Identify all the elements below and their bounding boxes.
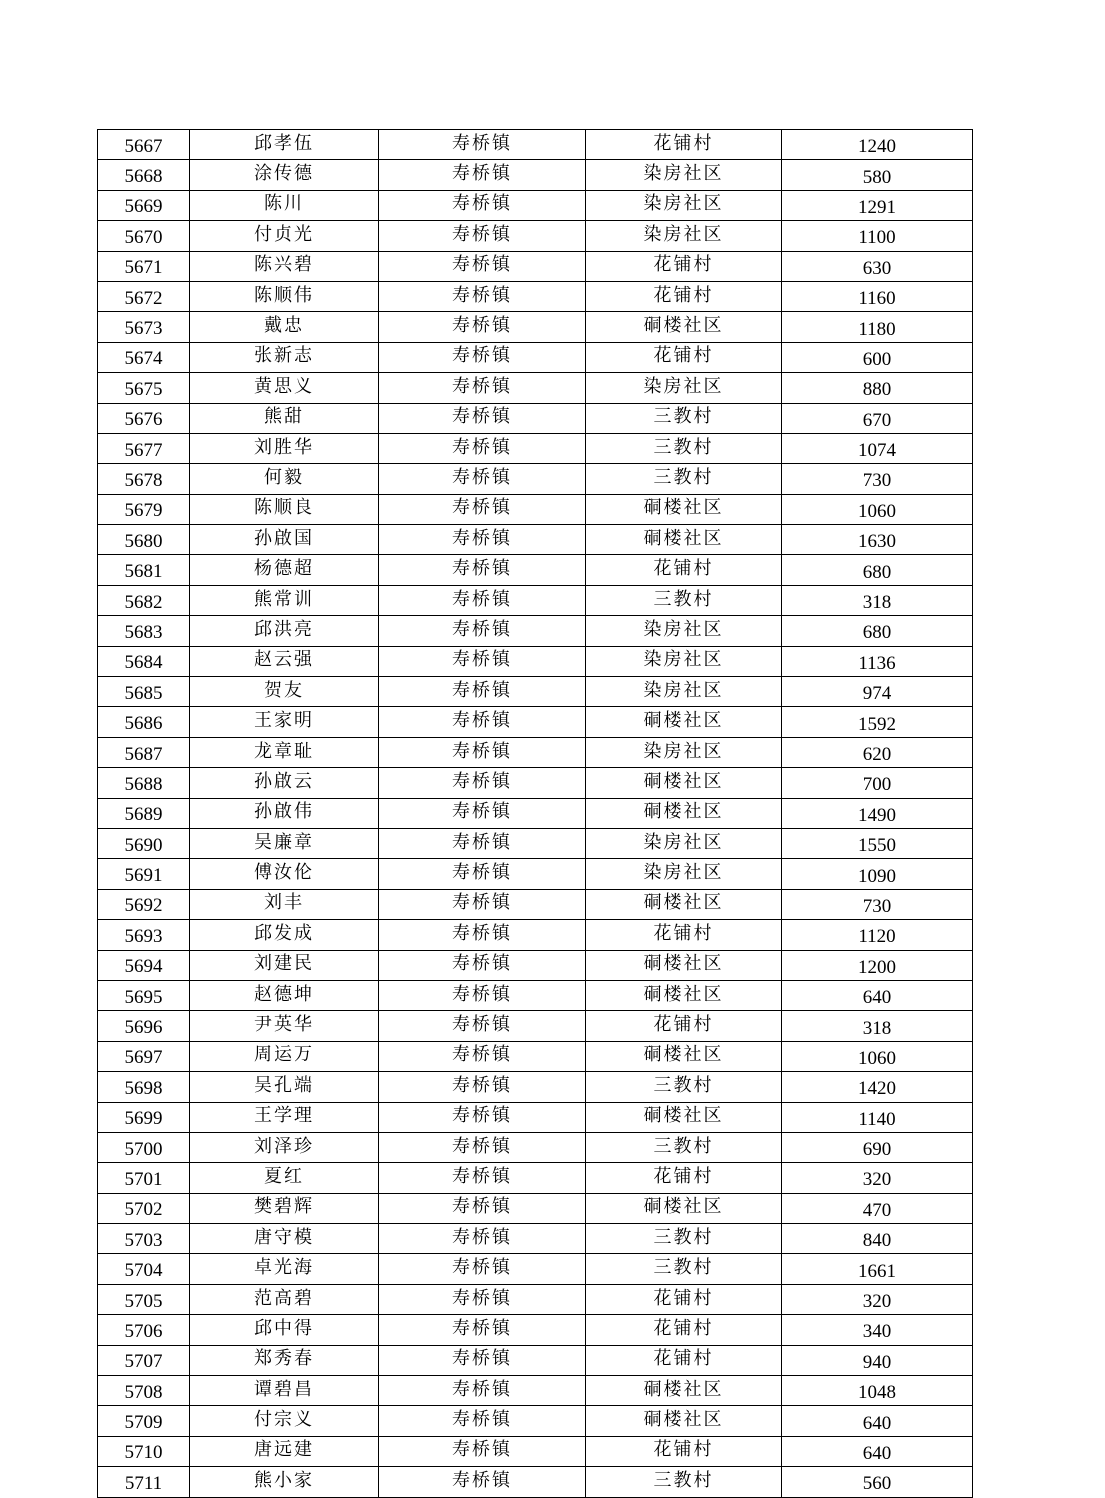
table-row <box>98 221 973 251</box>
cell-town: 寿桥镇 <box>379 889 586 919</box>
cell-serial-number: 5670 <box>98 221 190 251</box>
cell-name: 周运万 <box>190 1041 379 1071</box>
cell-amount: 1120 <box>782 920 973 950</box>
cell-name: 邱孝伍 <box>190 130 379 160</box>
cell-name: 樊碧辉 <box>190 1193 379 1223</box>
cell-amount: 620 <box>782 737 973 767</box>
cell-name: 谭碧昌 <box>190 1376 379 1406</box>
cell-town: 寿桥镇 <box>379 646 586 676</box>
cell-town: 寿桥镇 <box>379 768 586 798</box>
cell-town: 寿桥镇 <box>379 1193 586 1223</box>
cell-town: 寿桥镇 <box>379 1254 586 1284</box>
cell-name: 吴廉章 <box>190 828 379 858</box>
cell-village: 三教村 <box>586 1224 782 1254</box>
cell-town: 寿桥镇 <box>379 1011 586 1041</box>
cell-name: 尹英华 <box>190 1011 379 1041</box>
cell-name: 王家明 <box>190 707 379 737</box>
cell-serial-number: 5705 <box>98 1284 190 1314</box>
cell-amount: 1048 <box>782 1376 973 1406</box>
cell-village: 硐楼社区 <box>586 707 782 737</box>
cell-amount: 580 <box>782 160 973 190</box>
cell-village: 三教村 <box>586 403 782 433</box>
cell-amount: 940 <box>782 1345 973 1375</box>
cell-serial-number: 5681 <box>98 555 190 585</box>
cell-town: 寿桥镇 <box>379 1345 586 1375</box>
cell-amount: 640 <box>782 1436 973 1466</box>
cell-name: 赵云强 <box>190 646 379 676</box>
table-row <box>98 1132 973 1162</box>
cell-amount: 974 <box>782 677 973 707</box>
cell-town: 寿桥镇 <box>379 707 586 737</box>
cell-village: 硐楼社区 <box>586 768 782 798</box>
cell-town: 寿桥镇 <box>379 464 586 494</box>
cell-village: 花铺村 <box>586 1284 782 1314</box>
table-row <box>98 342 973 372</box>
cell-amount: 700 <box>782 768 973 798</box>
cell-village: 染房社区 <box>586 221 782 251</box>
cell-amount: 690 <box>782 1132 973 1162</box>
table-row <box>98 281 973 311</box>
cell-serial-number: 5675 <box>98 373 190 403</box>
cell-serial-number: 5709 <box>98 1406 190 1436</box>
cell-serial-number: 5672 <box>98 281 190 311</box>
cell-town: 寿桥镇 <box>379 160 586 190</box>
cell-name: 熊常训 <box>190 585 379 615</box>
cell-village: 硐楼社区 <box>586 494 782 524</box>
table-row <box>98 1193 973 1223</box>
cell-serial-number: 5696 <box>98 1011 190 1041</box>
cell-amount: 1180 <box>782 312 973 342</box>
cell-name: 吴孔端 <box>190 1072 379 1102</box>
cell-serial-number: 5707 <box>98 1345 190 1375</box>
table-row <box>98 859 973 889</box>
cell-village: 花铺村 <box>586 342 782 372</box>
cell-town: 寿桥镇 <box>379 251 586 281</box>
cell-town: 寿桥镇 <box>379 828 586 858</box>
cell-amount: 1100 <box>782 221 973 251</box>
table-row <box>98 1467 973 1497</box>
cell-amount: 1060 <box>782 1041 973 1071</box>
table-row <box>98 1072 973 1102</box>
cell-name: 张新志 <box>190 342 379 372</box>
cell-village: 硐楼社区 <box>586 889 782 919</box>
table-row <box>98 1011 973 1041</box>
cell-village: 三教村 <box>586 433 782 463</box>
table-row <box>98 373 973 403</box>
table-row <box>98 1163 973 1193</box>
cell-serial-number: 5706 <box>98 1315 190 1345</box>
table-row <box>98 707 973 737</box>
cell-serial-number: 5704 <box>98 1254 190 1284</box>
cell-name: 邱中得 <box>190 1315 379 1345</box>
cell-village: 三教村 <box>586 1132 782 1162</box>
cell-amount: 680 <box>782 555 973 585</box>
table-row <box>98 1254 973 1284</box>
table-row <box>98 646 973 676</box>
cell-name: 范高碧 <box>190 1284 379 1314</box>
cell-town: 寿桥镇 <box>379 1041 586 1071</box>
table-row <box>98 768 973 798</box>
cell-amount: 630 <box>782 251 973 281</box>
cell-amount: 730 <box>782 464 973 494</box>
cell-serial-number: 5690 <box>98 828 190 858</box>
cell-village: 硐楼社区 <box>586 950 782 980</box>
cell-village: 染房社区 <box>586 859 782 889</box>
cell-name: 贺友 <box>190 677 379 707</box>
cell-town: 寿桥镇 <box>379 130 586 160</box>
cell-village: 三教村 <box>586 1467 782 1497</box>
cell-amount: 880 <box>782 373 973 403</box>
cell-village: 染房社区 <box>586 373 782 403</box>
table-row <box>98 950 973 980</box>
cell-name: 陈川 <box>190 190 379 220</box>
table-row <box>98 433 973 463</box>
cell-town: 寿桥镇 <box>379 1284 586 1314</box>
cell-town: 寿桥镇 <box>379 281 586 311</box>
cell-name: 刘丰 <box>190 889 379 919</box>
cell-town: 寿桥镇 <box>379 859 586 889</box>
cell-town: 寿桥镇 <box>379 342 586 372</box>
cell-serial-number: 5669 <box>98 190 190 220</box>
cell-name: 唐远建 <box>190 1436 379 1466</box>
cell-name: 孙啟云 <box>190 768 379 798</box>
cell-village: 三教村 <box>586 1072 782 1102</box>
cell-town: 寿桥镇 <box>379 1436 586 1466</box>
cell-town: 寿桥镇 <box>379 737 586 767</box>
cell-serial-number: 5702 <box>98 1193 190 1223</box>
cell-town: 寿桥镇 <box>379 494 586 524</box>
cell-village: 花铺村 <box>586 281 782 311</box>
cell-amount: 680 <box>782 616 973 646</box>
cell-name: 卓光海 <box>190 1254 379 1284</box>
cell-name: 熊甜 <box>190 403 379 433</box>
cell-village: 花铺村 <box>586 251 782 281</box>
cell-amount: 1661 <box>782 1254 973 1284</box>
cell-amount: 340 <box>782 1315 973 1345</box>
cell-town: 寿桥镇 <box>379 555 586 585</box>
cell-serial-number: 5677 <box>98 433 190 463</box>
cell-amount: 1136 <box>782 646 973 676</box>
cell-village: 硐楼社区 <box>586 798 782 828</box>
table-row <box>98 889 973 919</box>
cell-village: 染房社区 <box>586 160 782 190</box>
cell-village: 花铺村 <box>586 1163 782 1193</box>
cell-village: 花铺村 <box>586 1345 782 1375</box>
table-row <box>98 190 973 220</box>
table-row <box>98 1376 973 1406</box>
table-row <box>98 828 973 858</box>
cell-serial-number: 5682 <box>98 585 190 615</box>
cell-town: 寿桥镇 <box>379 190 586 220</box>
cell-town: 寿桥镇 <box>379 403 586 433</box>
cell-village: 花铺村 <box>586 1436 782 1466</box>
table-row <box>98 585 973 615</box>
cell-serial-number: 5671 <box>98 251 190 281</box>
cell-amount: 1090 <box>782 859 973 889</box>
cell-amount: 840 <box>782 1224 973 1254</box>
cell-name: 付贞光 <box>190 221 379 251</box>
subsidy-table <box>97 129 973 1498</box>
cell-name: 邱洪亮 <box>190 616 379 646</box>
cell-amount: 318 <box>782 585 973 615</box>
table-row <box>98 1406 973 1436</box>
cell-name: 何毅 <box>190 464 379 494</box>
cell-name: 夏红 <box>190 1163 379 1193</box>
table-row <box>98 1224 973 1254</box>
table-body <box>98 130 973 1498</box>
cell-serial-number: 5710 <box>98 1436 190 1466</box>
cell-town: 寿桥镇 <box>379 1102 586 1132</box>
cell-town: 寿桥镇 <box>379 1132 586 1162</box>
cell-serial-number: 5680 <box>98 525 190 555</box>
cell-amount: 560 <box>782 1467 973 1497</box>
cell-amount: 1160 <box>782 281 973 311</box>
table-row <box>98 737 973 767</box>
cell-town: 寿桥镇 <box>379 1467 586 1497</box>
table-row <box>98 1436 973 1466</box>
table-row <box>98 798 973 828</box>
table-row <box>98 160 973 190</box>
cell-name: 傅汝伦 <box>190 859 379 889</box>
cell-serial-number: 5694 <box>98 950 190 980</box>
cell-serial-number: 5668 <box>98 160 190 190</box>
cell-town: 寿桥镇 <box>379 1224 586 1254</box>
cell-village: 花铺村 <box>586 1315 782 1345</box>
cell-town: 寿桥镇 <box>379 950 586 980</box>
cell-serial-number: 5692 <box>98 889 190 919</box>
cell-amount: 1060 <box>782 494 973 524</box>
cell-village: 硐楼社区 <box>586 1376 782 1406</box>
cell-amount: 1200 <box>782 950 973 980</box>
cell-village: 硐楼社区 <box>586 1102 782 1132</box>
table-row <box>98 616 973 646</box>
cell-name: 陈顺伟 <box>190 281 379 311</box>
cell-village: 染房社区 <box>586 646 782 676</box>
cell-serial-number: 5703 <box>98 1224 190 1254</box>
cell-name: 涂传德 <box>190 160 379 190</box>
cell-serial-number: 5673 <box>98 312 190 342</box>
table-row <box>98 1284 973 1314</box>
cell-amount: 670 <box>782 403 973 433</box>
cell-serial-number: 5698 <box>98 1072 190 1102</box>
cell-serial-number: 5684 <box>98 646 190 676</box>
cell-town: 寿桥镇 <box>379 1406 586 1436</box>
cell-town: 寿桥镇 <box>379 616 586 646</box>
cell-serial-number: 5700 <box>98 1132 190 1162</box>
cell-serial-number: 5685 <box>98 677 190 707</box>
table-row <box>98 251 973 281</box>
cell-serial-number: 5683 <box>98 616 190 646</box>
table-row <box>98 1041 973 1071</box>
table-row <box>98 677 973 707</box>
cell-serial-number: 5688 <box>98 768 190 798</box>
cell-serial-number: 5678 <box>98 464 190 494</box>
table-row <box>98 312 973 342</box>
cell-village: 染房社区 <box>586 737 782 767</box>
cell-name: 杨德超 <box>190 555 379 585</box>
cell-amount: 1550 <box>782 828 973 858</box>
cell-town: 寿桥镇 <box>379 585 586 615</box>
cell-amount: 1592 <box>782 707 973 737</box>
cell-village: 花铺村 <box>586 1011 782 1041</box>
cell-serial-number: 5697 <box>98 1041 190 1071</box>
cell-village: 三教村 <box>586 1254 782 1284</box>
cell-amount: 320 <box>782 1284 973 1314</box>
cell-name: 郑秀春 <box>190 1345 379 1375</box>
cell-amount: 318 <box>782 1011 973 1041</box>
cell-serial-number: 5679 <box>98 494 190 524</box>
cell-name: 刘泽珍 <box>190 1132 379 1162</box>
cell-serial-number: 5711 <box>98 1467 190 1497</box>
cell-amount: 640 <box>782 980 973 1010</box>
cell-town: 寿桥镇 <box>379 798 586 828</box>
cell-amount: 600 <box>782 342 973 372</box>
cell-name: 陈顺良 <box>190 494 379 524</box>
cell-serial-number: 5676 <box>98 403 190 433</box>
cell-name: 赵德坤 <box>190 980 379 1010</box>
cell-amount: 1630 <box>782 525 973 555</box>
cell-town: 寿桥镇 <box>379 1315 586 1345</box>
table-row <box>98 555 973 585</box>
cell-name: 陈兴碧 <box>190 251 379 281</box>
table-row <box>98 464 973 494</box>
cell-town: 寿桥镇 <box>379 312 586 342</box>
cell-name: 王学理 <box>190 1102 379 1132</box>
cell-name: 刘胜华 <box>190 433 379 463</box>
cell-village: 花铺村 <box>586 130 782 160</box>
cell-town: 寿桥镇 <box>379 920 586 950</box>
cell-serial-number: 5708 <box>98 1376 190 1406</box>
cell-name: 戴忠 <box>190 312 379 342</box>
cell-amount: 1291 <box>782 190 973 220</box>
cell-name: 刘建民 <box>190 950 379 980</box>
cell-name: 龙章耻 <box>190 737 379 767</box>
cell-serial-number: 5695 <box>98 980 190 1010</box>
table-row <box>98 1345 973 1375</box>
cell-serial-number: 5699 <box>98 1102 190 1132</box>
cell-amount: 640 <box>782 1406 973 1436</box>
cell-name: 唐守模 <box>190 1224 379 1254</box>
cell-serial-number: 5693 <box>98 920 190 950</box>
cell-village: 硐楼社区 <box>586 980 782 1010</box>
cell-name: 孙啟国 <box>190 525 379 555</box>
cell-town: 寿桥镇 <box>379 1376 586 1406</box>
cell-serial-number: 5686 <box>98 707 190 737</box>
cell-village: 三教村 <box>586 464 782 494</box>
cell-village: 花铺村 <box>586 920 782 950</box>
cell-village: 染房社区 <box>586 190 782 220</box>
cell-serial-number: 5701 <box>98 1163 190 1193</box>
cell-village: 硐楼社区 <box>586 312 782 342</box>
cell-town: 寿桥镇 <box>379 373 586 403</box>
cell-serial-number: 5691 <box>98 859 190 889</box>
cell-village: 硐楼社区 <box>586 1041 782 1071</box>
cell-village: 三教村 <box>586 585 782 615</box>
cell-village: 硐楼社区 <box>586 525 782 555</box>
cell-town: 寿桥镇 <box>379 433 586 463</box>
table-row <box>98 920 973 950</box>
cell-name: 熊小家 <box>190 1467 379 1497</box>
cell-amount: 470 <box>782 1193 973 1223</box>
cell-town: 寿桥镇 <box>379 677 586 707</box>
cell-name: 孙啟伟 <box>190 798 379 828</box>
cell-name: 付宗义 <box>190 1406 379 1436</box>
cell-amount: 1240 <box>782 130 973 160</box>
cell-town: 寿桥镇 <box>379 1163 586 1193</box>
cell-serial-number: 5674 <box>98 342 190 372</box>
cell-town: 寿桥镇 <box>379 1072 586 1102</box>
cell-village: 花铺村 <box>586 555 782 585</box>
cell-name: 黄思义 <box>190 373 379 403</box>
table-row <box>98 403 973 433</box>
cell-amount: 1140 <box>782 1102 973 1132</box>
cell-village: 硐楼社区 <box>586 1406 782 1436</box>
cell-village: 硐楼社区 <box>586 1193 782 1223</box>
cell-village: 染房社区 <box>586 677 782 707</box>
cell-village: 染房社区 <box>586 616 782 646</box>
table-row <box>98 1315 973 1345</box>
table-row <box>98 130 973 160</box>
cell-serial-number: 5687 <box>98 737 190 767</box>
cell-amount: 1420 <box>782 1072 973 1102</box>
cell-village: 染房社区 <box>586 828 782 858</box>
cell-town: 寿桥镇 <box>379 980 586 1010</box>
cell-amount: 1490 <box>782 798 973 828</box>
table-row <box>98 525 973 555</box>
cell-serial-number: 5667 <box>98 130 190 160</box>
table-row <box>98 494 973 524</box>
cell-amount: 320 <box>782 1163 973 1193</box>
table-row <box>98 1102 973 1132</box>
cell-amount: 730 <box>782 889 973 919</box>
cell-name: 邱发成 <box>190 920 379 950</box>
cell-amount: 1074 <box>782 433 973 463</box>
cell-town: 寿桥镇 <box>379 525 586 555</box>
cell-serial-number: 5689 <box>98 798 190 828</box>
cell-town: 寿桥镇 <box>379 221 586 251</box>
table-row <box>98 980 973 1010</box>
